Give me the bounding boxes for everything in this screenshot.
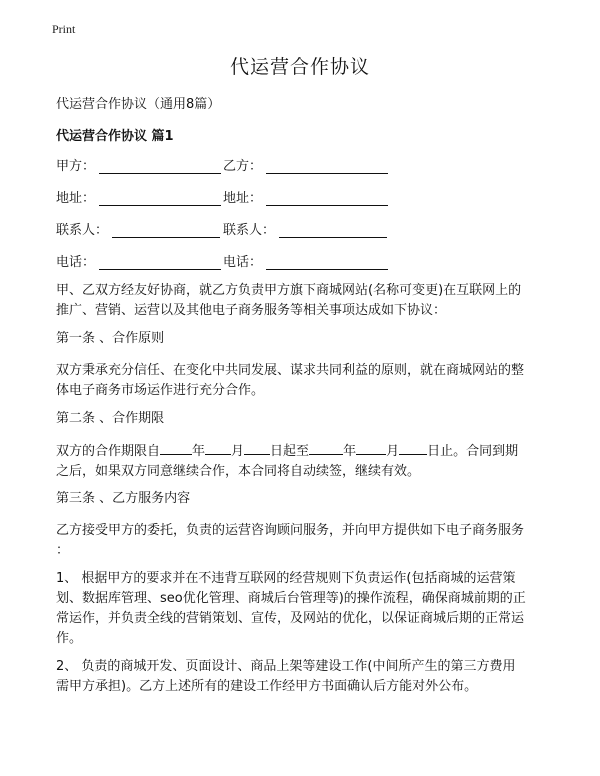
article2-body [56,441,551,482]
article1-heading-text: 第一条 、合作原则 [56,331,165,346]
service-item-2-line: 需甲方承担)。乙方上述所有的建设工作经甲方书面确认后方能对外公布。 [56,679,478,694]
article3-intro-line: ： [56,543,70,558]
start-year-blank [160,441,192,455]
term-prefix: 双方的合作期限自 [56,444,161,459]
contact-b-field [223,219,387,238]
party-a-blank [99,159,221,174]
article3-heading-text: 第三条 、乙方服务内容 [56,491,191,506]
contact-a-field [56,219,220,238]
contact-b-label: 联系人： [223,223,276,238]
address-b-field [223,187,388,206]
article2-term-line [56,441,551,462]
article1-body [56,361,551,401]
start-month-label: 月 [231,444,245,459]
party-b-field [223,155,388,174]
intro-line: 推广、营销、运营以及其他电子商务服务等相关事项达成如下协议： [56,303,447,318]
contact-b-blank [279,223,387,238]
address-a-blank [99,191,221,206]
article1-heading [56,329,551,349]
phone-b-field [223,251,388,270]
article3-intro-line: 乙方接受甲方的委托，负责的运营咨询顾问服务，并向甲方提供如下电子商务服务 [56,523,525,538]
address-a-field [56,187,221,206]
end-month-label: 月 [386,444,400,459]
intro-paragraph [56,281,551,321]
end-year-blank [309,441,343,455]
service-item-1-line: 1、 根据甲方的要求并在不违背互联网的经营规则下负责运作(包括商城的运营策 [56,571,516,586]
phone-a-field [56,251,221,270]
section-title: 代运营合作协议 篇1 [56,129,174,144]
service-item-1-line: 作。 [56,631,83,646]
article2-heading [56,409,551,429]
party-b-label: 乙方： [223,159,263,174]
party-a-label: 甲方： [56,159,96,174]
address-b-label: 地址： [223,191,263,206]
contact-a-blank [112,223,220,238]
document-title: 代运营合作协议 [229,56,370,78]
service-item-1-line: 常运作，并负责全线的营销策划、宣传，及网站的优化，以保证商城后期的正常运 [56,611,525,626]
service-item-1 [56,569,551,649]
address-b-blank [266,191,388,206]
article3-intro [56,521,551,561]
contact-a-label: 联系人： [56,223,109,238]
service-item-1-line: 划、数据库管理、seo优化管理、商城后台管理等)的操作流程，确保商城前期的正 [56,591,526,606]
address-a-label: 地址： [56,191,96,206]
document-subtitle: 代运营合作协议（通用8篇） [56,97,221,112]
start-day-label: 日起至 [270,444,310,459]
start-month-blank [205,441,231,455]
party-a-field [56,155,221,174]
service-item-2-line: 2、 负责的商城开发、页面设计、商品上架等建设工作(中间所产生的第三方费用 [56,659,516,674]
service-item-2 [56,657,551,697]
article3-heading [56,489,551,509]
article2-heading-text: 第二条 、合作期限 [56,411,165,426]
start-day-blank [244,441,270,455]
phone-b-label: 电话： [223,255,263,270]
article1-line: 双方秉承充分信任、在变化中共同发展、谋求共同利益的原则，就在商城网站的整 [56,363,525,378]
end-year-label: 年 [343,444,357,459]
end-day-label: 日止。合同到期 [427,444,519,459]
intro-line: 甲、乙双方经友好协商，就乙方负责甲方旗下商城网站(名称可变更)在互联网上的 [56,283,522,298]
phone-a-blank [99,255,221,270]
end-day-blank [399,441,427,455]
article1-line: 体电子商务市场运作进行充分合作。 [56,383,265,398]
end-month-blank [356,441,386,455]
article2-line: 之后，如果双方同意继续合作，本合同将自动续签，继续有效。 [56,464,421,479]
phone-b-blank [266,255,388,270]
start-year-label: 年 [192,444,206,459]
party-b-blank [266,159,388,174]
phone-a-label: 电话： [56,255,96,270]
print-link[interactable]: Print [52,22,76,36]
